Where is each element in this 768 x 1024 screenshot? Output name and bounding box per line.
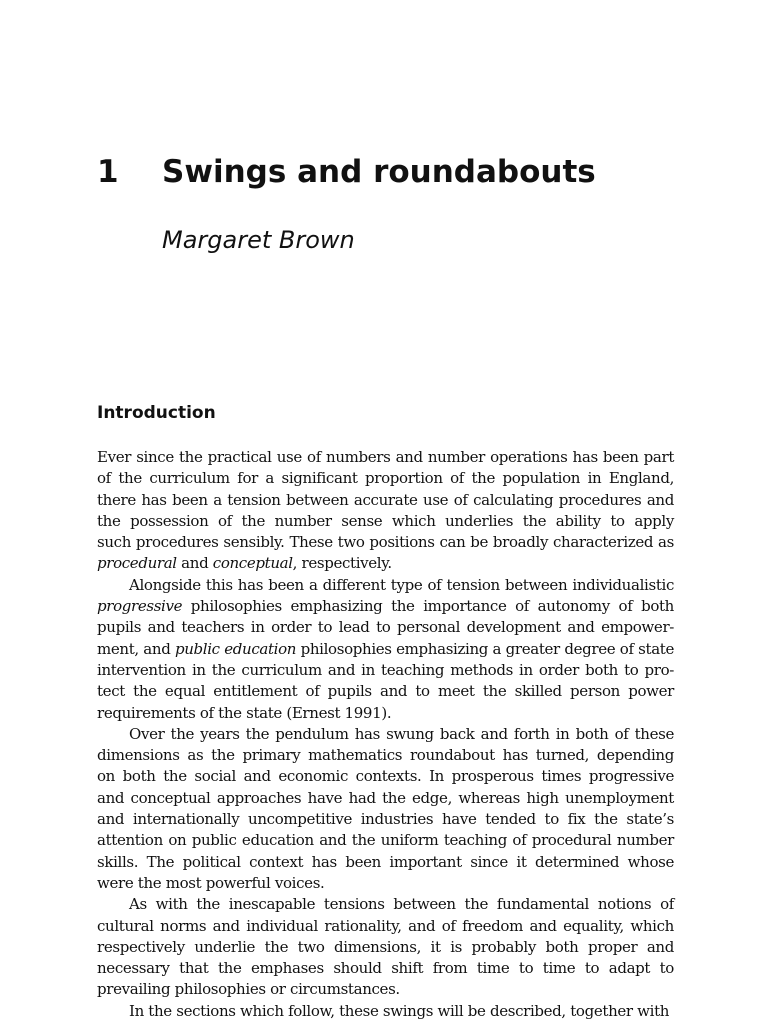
text-run: were the most powerful voices. (97, 873, 325, 892)
emphasis-text: progressive (97, 597, 183, 616)
paragraph (97, 724, 674, 894)
chapter-author: Margaret Brown (162, 226, 355, 254)
text-line (97, 873, 674, 894)
text-run: As with the inescapable tensions between the fundamental notions of (129, 895, 674, 914)
text-run: the possession of the number sense which underlies the ability to apply (97, 511, 674, 530)
chapter-number: 1 (97, 154, 119, 190)
text-run: intervention in the curriculum and in teaching methods in order both to pro- (97, 660, 674, 679)
text-line (97, 937, 674, 958)
text-run: philosophies emphasizing a greater degree of state (296, 639, 674, 658)
emphasis-text: conceptual (212, 554, 293, 573)
text-run: necessary that the emphases should shift from time to time to adapt to (97, 959, 674, 978)
chapter-title: Swings and roundabouts (162, 154, 596, 190)
text-run: dimensions as the primary mathematics roundabout has turned, depending (97, 746, 674, 765)
text-line (97, 596, 674, 617)
paragraph (97, 894, 674, 1000)
text-run: such procedures sensibly. These two positions can be broadly characterized as (97, 533, 674, 552)
text-line (97, 745, 674, 766)
text-run: Ever since the practical use of numbers and number operations has been part (97, 448, 674, 466)
text-line (97, 617, 674, 638)
text-line (97, 681, 674, 702)
text-line (97, 852, 674, 873)
text-run: ment, and (97, 639, 175, 658)
text-run: tect the equal entitlement of pupils and to meet the skilled person power (97, 682, 674, 701)
text-run: requirements of the state (Ernest 1991). (97, 703, 392, 722)
text-run: and internationally uncompetitive industries have tended to fix the state’s (97, 810, 674, 829)
text-line (97, 830, 674, 851)
text-line (97, 575, 674, 596)
text-line (97, 639, 674, 660)
text-run: attention on public education and the uniform teaching of procedural number (97, 831, 674, 850)
text-run: and conceptual approaches have had the edge, whereas high unemployment (97, 788, 674, 807)
text-line (97, 724, 674, 745)
text-line (97, 447, 674, 468)
text-line (97, 809, 674, 830)
text-line (97, 788, 674, 809)
text-line (97, 703, 674, 724)
text-line (97, 1001, 674, 1022)
emphasis-text: procedural (97, 554, 177, 573)
text-run: there has been a tension between accurate use of calculating procedures and (97, 490, 674, 509)
text-line (97, 958, 674, 979)
text-line (97, 511, 674, 532)
text-run: skills. The political context has been important since it determined whose (97, 852, 674, 871)
text-run: cultural norms and individual rationality, and of freedom and equality, which (97, 916, 674, 935)
text-run: In the sections which follow, these swings will be described, together with (129, 1001, 670, 1020)
body-text (97, 447, 674, 1022)
paragraph (97, 575, 674, 724)
text-line (97, 660, 674, 681)
text-run: respectively underlie the two dimensions, it is probably both proper and (97, 937, 674, 956)
text-line (97, 468, 674, 489)
text-run: , respectively. (292, 554, 392, 573)
text-run: of the curriculum for a significant proportion of the population in England, (97, 469, 674, 488)
text-line (97, 553, 674, 574)
paragraph (97, 1001, 674, 1022)
text-line (97, 766, 674, 787)
text-line (97, 894, 674, 915)
text-run: Alongside this has been a different type of tension between individualistic (129, 575, 674, 594)
emphasis-text: public education (174, 639, 297, 658)
text-run: philosophies emphasizing the importance of autonomy of both (182, 597, 674, 616)
paragraph (97, 447, 674, 575)
text-line (97, 979, 674, 1000)
text-run: prevailing philosophies or circumstances. (97, 980, 400, 999)
section-heading: Introduction (97, 403, 216, 423)
text-line (97, 532, 674, 553)
text-run: pupils and teachers in order to lead to personal development and empower- (97, 618, 674, 637)
text-run: on both the social and economic contexts. In prosperous times progressive (97, 767, 674, 786)
text-line (97, 916, 674, 937)
text-line (97, 490, 674, 511)
chapter-heading (97, 150, 596, 194)
text-run: and (176, 554, 213, 573)
text-run: Over the years the pendulum has swung back and forth in both of these (129, 724, 674, 743)
